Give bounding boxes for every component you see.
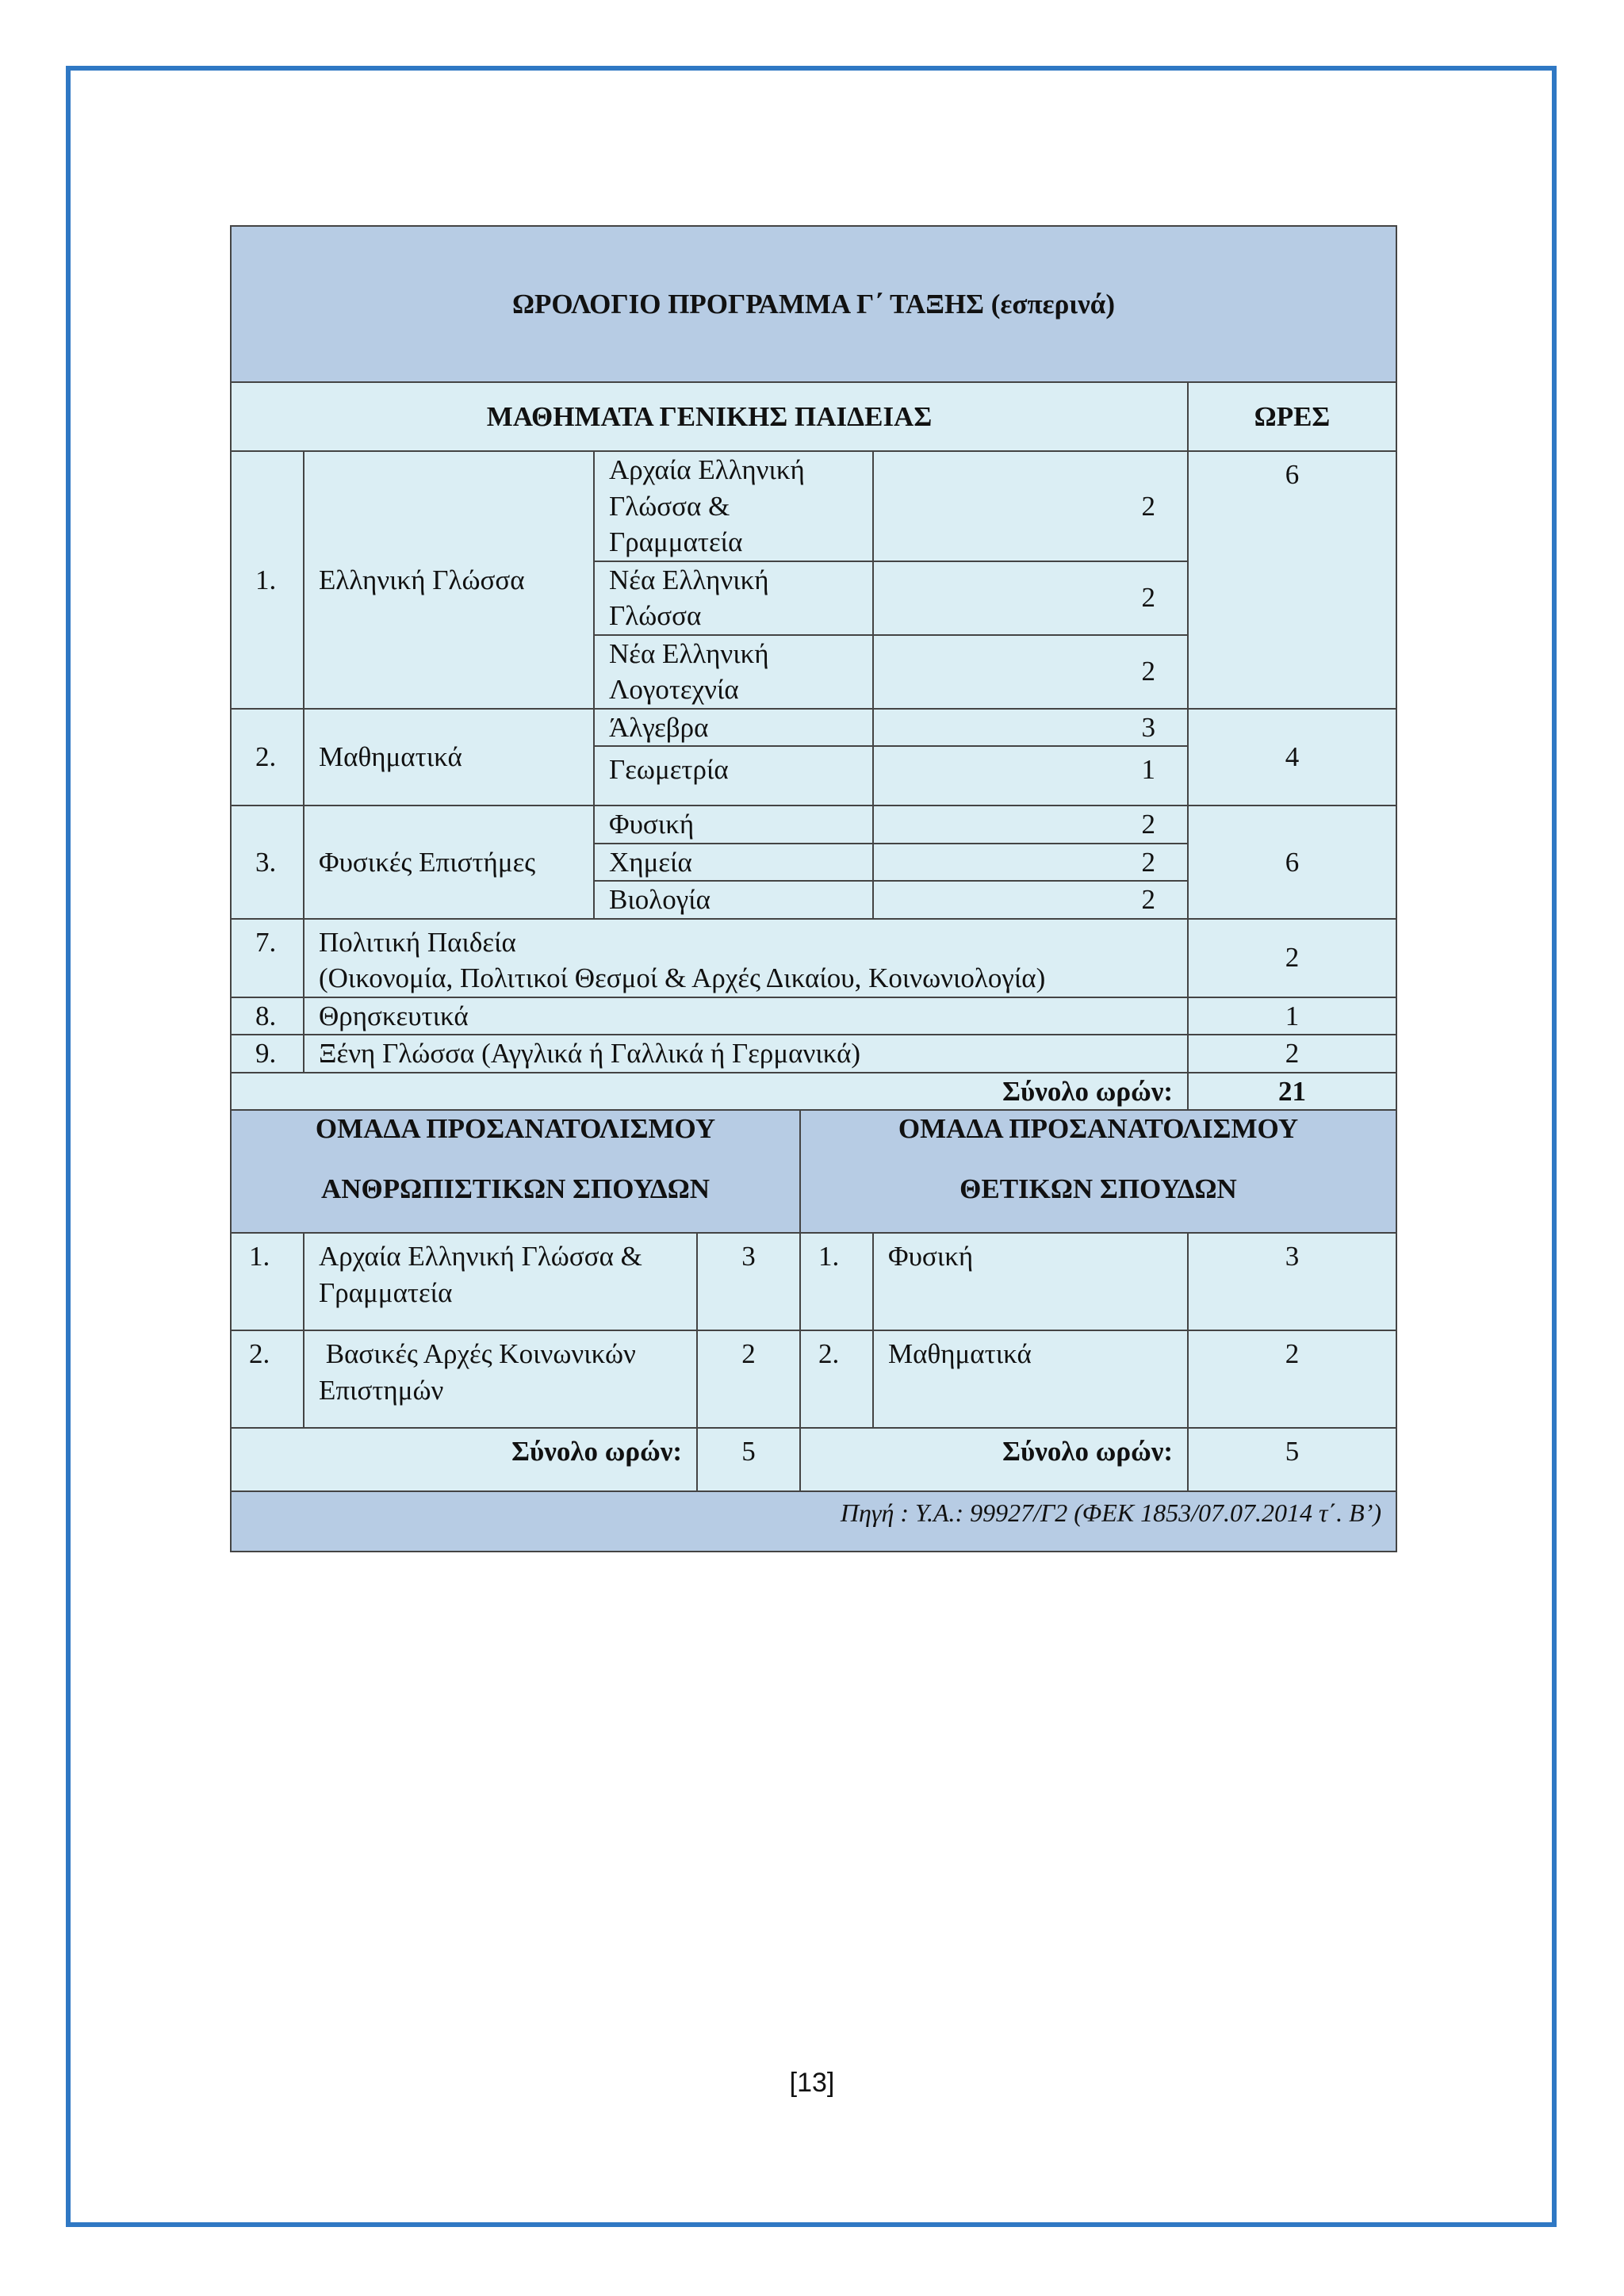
- table-row: [231, 997, 1396, 1035]
- sciences-header-line2: ΘΕΤΙΚΩΝ ΣΠΟΥΔΩΝ: [959, 1173, 1237, 1204]
- subject-hours: 1: [873, 746, 1188, 806]
- subject-name-line1: Πολιτική Παιδεία: [319, 926, 516, 958]
- subject-hours: 3: [873, 709, 1188, 747]
- subject-number: 7.: [231, 919, 304, 997]
- subject-hours: 2: [873, 806, 1188, 844]
- table-row: [231, 1330, 1396, 1428]
- table-row: [231, 1233, 1396, 1330]
- subject-name: Αρχαία Ελληνική Γλώσσα & Γραμματεία: [594, 451, 873, 561]
- sciences-total-value: 5: [1188, 1428, 1396, 1491]
- subject-hours: 2: [1188, 1035, 1396, 1073]
- group-total-hours: 4: [1188, 709, 1396, 806]
- sciences-row-number: 1.: [800, 1233, 873, 1330]
- table-row: [231, 806, 1396, 844]
- subject-name: [304, 919, 1188, 997]
- general-subjects-header: ΜΑΘΗΜΑΤΑ ΓΕΝΙΚΗΣ ΠΑΙΔΕΙΑΣ: [231, 382, 1188, 451]
- group-name: Ελληνική Γλώσσα: [304, 451, 594, 709]
- subject-name: Ξένη Γλώσσα (Αγγλικά ή Γαλλικά ή Γερμανικά): [304, 1035, 1188, 1073]
- subject-hours: 1: [1188, 997, 1396, 1035]
- group-number: 2.: [231, 709, 304, 806]
- subject-name: Φυσική: [594, 806, 873, 844]
- general-total-label: Σύνολο ωρών:: [231, 1073, 1188, 1111]
- sciences-subject-name: Μαθηματικά: [873, 1330, 1188, 1428]
- sciences-subject-hours: 3: [1188, 1233, 1396, 1330]
- group-name: Φυσικές Επιστήμες: [304, 806, 594, 919]
- humanities-header-line2: ΑΝΘΡΩΠΙΣΤΙΚΩΝ ΣΠΟΥΔΩΝ: [320, 1173, 710, 1204]
- subject-name: Νέα Ελληνική Γλώσσα: [594, 561, 873, 635]
- table-row: [231, 451, 1396, 561]
- humanities-subject-line2: Γραμματεία: [319, 1276, 453, 1308]
- total-row: [231, 1428, 1396, 1491]
- subject-number: 9.: [231, 1035, 304, 1073]
- humanities-subject-hours: 2: [697, 1330, 800, 1428]
- subject-name: Χημεία: [594, 844, 873, 882]
- sciences-total-label: Σύνολο ωρών:: [800, 1428, 1188, 1491]
- subject-name: Άλγεβρα: [594, 709, 873, 747]
- table-row: [231, 709, 1396, 747]
- subject-hours: 2: [873, 451, 1188, 561]
- subject-name: Γεωμετρία: [594, 746, 873, 806]
- subject-name: Νέα Ελληνική Λογοτεχνία: [594, 635, 873, 709]
- total-row: [231, 1073, 1396, 1111]
- table-row: [231, 919, 1396, 997]
- sciences-subject-name: Φυσική: [873, 1233, 1188, 1330]
- subject-name-line2: (Οικονομία, Πολιτικοί Θεσμοί & Αρχές Δικαίου, Κοινωνιολογία): [319, 962, 1046, 993]
- humanities-row-number: 2.: [231, 1330, 304, 1428]
- humanities-subject-line1: Αρχαία Ελληνική Γλώσσα &: [319, 1241, 642, 1272]
- subject-hours: 2: [873, 844, 1188, 882]
- humanities-subject-hours: 3: [697, 1233, 800, 1330]
- timetable: [230, 225, 1397, 1552]
- group-total-hours: 6: [1188, 806, 1396, 919]
- sciences-group-header: [800, 1110, 1396, 1233]
- subject-number: 8.: [231, 997, 304, 1035]
- subject-hours: 2: [1188, 919, 1396, 997]
- subject-hours: 2: [873, 635, 1188, 709]
- subject-hours: 2: [873, 881, 1188, 919]
- group-number: 3.: [231, 806, 304, 919]
- humanities-total-label: Σύνολο ωρών:: [231, 1428, 697, 1491]
- humanities-group-header: [231, 1110, 800, 1233]
- table-row: [231, 1035, 1396, 1073]
- humanities-subject-line1: Βασικές Αρχές Κοινωνικών: [319, 1338, 636, 1369]
- humanities-total-value: 5: [697, 1428, 800, 1491]
- group-total-hours: 6: [1188, 451, 1396, 709]
- humanities-header-line1: ΟΜΑΔΑ ΠΡΟΣΑΝΑΤΟΛΙΣΜΟΥ: [315, 1113, 716, 1144]
- page-number: [13]: [789, 2068, 835, 2098]
- hours-header: ΩΡΕΣ: [1188, 382, 1396, 451]
- humanities-subject-line2: Επιστημών: [319, 1374, 444, 1406]
- subject-name: Βιολογία: [594, 881, 873, 919]
- subject-name: Θρησκευτικά: [304, 997, 1188, 1035]
- humanities-subject-name: [304, 1330, 697, 1428]
- sciences-row-number: 2.: [800, 1330, 873, 1428]
- sciences-header-line1: ΟΜΑΔΑ ΠΡΟΣΑΝΑΤΟΛΙΣΜΟΥ: [898, 1113, 1299, 1144]
- sciences-subject-hours: 2: [1188, 1330, 1396, 1428]
- page-title: ΩΡΟΛΟΓΙΟ ΠΡΟΓΡΑΜΜΑ Γ΄ ΤΑΞΗΣ (εσπερινά): [231, 226, 1396, 382]
- source-note: Πηγή : Υ.Α.: 99927/Γ2 (ΦΕΚ 1853/07.07.2014 τ΄. Β’): [231, 1491, 1396, 1552]
- subject-hours: 2: [873, 561, 1188, 635]
- group-number: 1.: [231, 451, 304, 709]
- humanities-subject-name: [304, 1233, 697, 1330]
- humanities-row-number: 1.: [231, 1233, 304, 1330]
- group-name: Μαθηματικά: [304, 709, 594, 806]
- general-total-value: 21: [1188, 1073, 1396, 1111]
